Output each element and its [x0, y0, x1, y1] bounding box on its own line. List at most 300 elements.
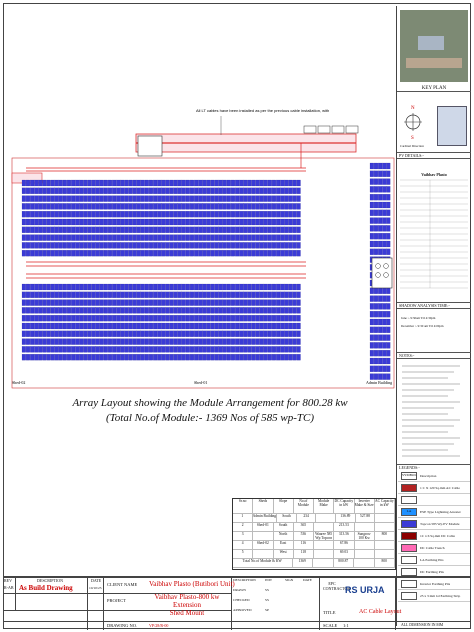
pv-module — [207, 188, 211, 194]
pv-module — [55, 315, 59, 321]
pv-module — [166, 331, 170, 337]
pv-module — [112, 211, 116, 217]
pv-module — [256, 331, 260, 337]
pv-module — [268, 315, 272, 321]
pv-module — [129, 307, 133, 313]
pv-module — [104, 219, 108, 225]
pv-module — [276, 323, 280, 329]
pv-module — [125, 203, 129, 209]
pv-module — [272, 354, 276, 360]
pv-module — [133, 331, 137, 337]
pv-module — [161, 203, 165, 209]
pv-module — [378, 225, 382, 231]
drawing-note: All LT cables have been installed as per the previous cable installation, with — [196, 108, 330, 113]
pv-module — [34, 219, 38, 225]
pv-module — [43, 242, 47, 248]
pv-module — [145, 331, 149, 337]
pv-module — [67, 188, 71, 194]
pv-module — [386, 374, 390, 380]
pv-module — [92, 188, 96, 194]
pv-module — [276, 196, 280, 202]
pv-module — [182, 315, 186, 321]
pv-module — [260, 180, 264, 186]
pv-module — [137, 284, 141, 290]
pv-module — [157, 188, 161, 194]
pv-module — [260, 315, 264, 321]
pv-module — [79, 292, 83, 298]
pv-module — [370, 350, 374, 356]
pv-module — [34, 227, 38, 233]
pv-module — [378, 210, 382, 216]
pv-module — [178, 235, 182, 241]
pv-module — [248, 307, 252, 313]
pv-module — [272, 180, 276, 186]
pv-module — [378, 179, 382, 185]
pv-module — [280, 354, 284, 360]
pv-module — [137, 188, 141, 194]
legend-item — [398, 554, 470, 566]
pv-module — [75, 292, 79, 298]
satellite-map-image — [400, 10, 468, 82]
pv-module — [252, 242, 256, 248]
pv-module — [186, 203, 190, 209]
pv-module — [386, 319, 390, 325]
pv-module — [38, 323, 42, 329]
pv-module — [67, 339, 71, 345]
pv-module — [55, 235, 59, 241]
pv-module — [235, 339, 239, 345]
pv-module — [108, 284, 112, 290]
pv-module — [96, 235, 100, 241]
pv-module — [235, 307, 239, 313]
pv-module — [174, 211, 178, 217]
pv-module — [235, 219, 239, 225]
pv-module — [239, 242, 243, 248]
pv-module — [178, 242, 182, 248]
table-header-cell: AC Capacity in kW — [375, 499, 395, 513]
table-header-cell: DC Capacity in kW — [334, 499, 354, 513]
pv-module — [71, 188, 75, 194]
pv-module — [71, 354, 75, 360]
pv-module — [186, 196, 190, 202]
pv-module — [166, 284, 170, 290]
pv-module — [207, 219, 211, 225]
pv-module — [51, 346, 55, 352]
col-init: INIT — [265, 578, 272, 582]
pv-module — [55, 346, 59, 352]
pv-module — [239, 188, 243, 194]
pv-module — [55, 284, 59, 290]
table-header-cell: Sr.no — [233, 499, 253, 513]
pv-module — [153, 196, 157, 202]
pv-module — [30, 242, 34, 248]
pv-module — [276, 227, 280, 233]
pv-module — [26, 227, 30, 233]
pv-module — [79, 250, 83, 256]
pv-module — [166, 250, 170, 256]
pv-module — [51, 331, 55, 337]
dimensions-note: ALL DIMENSION IN MM — [401, 623, 444, 627]
pv-module — [75, 180, 79, 186]
pv-module — [79, 180, 83, 186]
pv-module — [59, 203, 63, 209]
pv-module — [382, 194, 386, 200]
table-cell: Shed-01 — [253, 523, 273, 531]
pv-module — [207, 284, 211, 290]
pv-module — [190, 250, 194, 256]
pv-module — [382, 210, 386, 216]
pv-module — [153, 188, 157, 194]
pv-module — [55, 242, 59, 248]
pv-module — [125, 331, 129, 337]
pv-module — [207, 227, 211, 233]
pv-module — [198, 315, 202, 321]
pv-module — [170, 323, 174, 329]
pv-module — [141, 346, 145, 352]
pv-module — [47, 331, 51, 337]
pv-module — [378, 350, 382, 356]
pv-module — [141, 203, 145, 209]
pv-module — [112, 307, 116, 313]
pv-module — [141, 180, 145, 186]
pv-module — [141, 219, 145, 225]
pv-module — [276, 346, 280, 352]
pv-module — [284, 196, 288, 202]
pv-module — [272, 211, 276, 217]
pv-module — [243, 315, 247, 321]
pv-module — [161, 354, 165, 360]
table-total-cell: Total No.of Module & KW — [233, 559, 293, 567]
pv-module — [186, 323, 190, 329]
pv-module — [141, 354, 145, 360]
pv-module — [272, 196, 276, 202]
pv-module — [120, 323, 124, 329]
pv-module — [276, 307, 280, 313]
pv-module — [145, 346, 149, 352]
pv-module — [280, 315, 284, 321]
pv-module — [293, 323, 297, 329]
pv-module — [26, 235, 30, 241]
pv-module — [272, 339, 276, 345]
pv-module — [260, 242, 264, 248]
pv-module — [386, 194, 390, 200]
pv-module — [51, 307, 55, 313]
pv-module — [280, 284, 284, 290]
pv-module — [47, 196, 51, 202]
pv-module — [116, 331, 120, 337]
pv-module — [174, 331, 178, 337]
pv-module — [174, 219, 178, 225]
pv-module — [297, 242, 301, 248]
pv-module — [211, 315, 215, 321]
pv-module — [79, 300, 83, 306]
pv-module — [186, 180, 190, 186]
pv-module — [51, 188, 55, 194]
pv-module — [51, 250, 55, 256]
pv-module — [198, 292, 202, 298]
pv-module — [88, 346, 92, 352]
col-description: DESCRIPTION — [233, 578, 256, 582]
pv-module — [223, 300, 227, 306]
pv-module — [84, 346, 88, 352]
pv-module — [71, 323, 75, 329]
pv-module — [248, 300, 252, 306]
pv-module — [104, 307, 108, 313]
pv-module — [215, 284, 219, 290]
pv-module — [125, 300, 129, 306]
pv-module — [198, 227, 202, 233]
pv-module — [47, 242, 51, 248]
pv-module — [38, 250, 42, 256]
pv-module — [141, 227, 145, 233]
pv-module — [170, 180, 174, 186]
pv-module — [96, 307, 100, 313]
pv-module — [75, 211, 79, 217]
pv-module — [22, 203, 26, 209]
pv-module — [252, 284, 256, 290]
pv-module — [84, 227, 88, 233]
pv-module — [43, 346, 47, 352]
pv-module — [248, 346, 252, 352]
pv-module — [96, 315, 100, 321]
pv-module — [272, 315, 276, 321]
pv-module — [382, 171, 386, 177]
pv-module — [22, 196, 26, 202]
pv-module — [129, 196, 133, 202]
pv-module — [133, 211, 137, 217]
pv-module — [112, 284, 116, 290]
pv-module — [79, 188, 83, 194]
pv-module — [239, 315, 243, 321]
pv-module — [370, 179, 374, 185]
pv-module — [243, 250, 247, 256]
pv-module — [194, 331, 198, 337]
pv-module — [194, 284, 198, 290]
pv-module — [112, 203, 116, 209]
pv-module — [252, 323, 256, 329]
pv-module — [153, 203, 157, 209]
pv-module — [88, 250, 92, 256]
pv-module — [198, 180, 202, 186]
pv-module — [104, 284, 108, 290]
pv-module — [202, 180, 206, 186]
module-summary-table — [232, 498, 396, 570]
pv-module — [51, 203, 55, 209]
pv-module — [120, 242, 124, 248]
pv-module — [202, 188, 206, 194]
pv-module — [125, 346, 129, 352]
pv-module — [297, 307, 301, 313]
pv-module — [137, 354, 141, 360]
pv-module — [239, 227, 243, 233]
pv-module — [378, 202, 382, 208]
pv-module — [293, 315, 297, 321]
pv-module — [386, 358, 390, 364]
pv-module — [374, 374, 378, 380]
pv-module — [370, 374, 374, 380]
pv-module — [161, 211, 165, 217]
as-build-label: As Build Drawing — [19, 584, 73, 592]
pv-module — [194, 307, 198, 313]
pv-module — [104, 300, 108, 306]
pv-module — [293, 300, 297, 306]
pv-module — [149, 219, 153, 225]
pv-module — [166, 188, 170, 194]
pv-module — [120, 235, 124, 241]
pv-module — [157, 180, 161, 186]
pv-module — [174, 203, 178, 209]
pv-module — [194, 180, 198, 186]
pv-module — [26, 250, 30, 256]
pv-module — [297, 235, 301, 241]
table-cell — [375, 550, 395, 558]
pv-module — [104, 250, 108, 256]
pv-module — [170, 227, 174, 233]
pv-module — [194, 323, 198, 329]
pv-module — [22, 227, 26, 233]
pv-module — [63, 242, 67, 248]
pv-module — [239, 307, 243, 313]
pv-module — [141, 300, 145, 306]
pv-module — [26, 323, 30, 329]
pv-module — [219, 331, 223, 337]
pv-module — [34, 188, 38, 194]
pv-module — [161, 227, 165, 233]
pv-module — [289, 219, 293, 225]
pv-module — [256, 307, 260, 313]
pv-module — [38, 354, 42, 360]
pv-module — [382, 319, 386, 325]
pv-module — [129, 354, 133, 360]
pv-module — [88, 331, 92, 337]
pv-module — [223, 188, 227, 194]
pv-module — [378, 186, 382, 192]
pv-module — [260, 307, 264, 313]
pv-module — [202, 284, 206, 290]
pv-module — [145, 284, 149, 290]
pv-module — [125, 284, 129, 290]
pv-module — [170, 307, 174, 313]
pv-module — [116, 250, 120, 256]
pv-module — [223, 307, 227, 313]
pv-module — [112, 227, 116, 233]
pv-module — [71, 331, 75, 337]
pv-module — [145, 196, 149, 202]
pv-module — [293, 354, 297, 360]
pv-module — [47, 211, 51, 217]
pv-module — [166, 354, 170, 360]
pv-module — [22, 331, 26, 337]
pv-module — [112, 346, 116, 352]
pv-module — [207, 331, 211, 337]
pv-module — [374, 171, 378, 177]
pv-module — [239, 180, 243, 186]
pv-module — [26, 292, 30, 298]
pv-module — [137, 180, 141, 186]
pv-module — [252, 250, 256, 256]
pv-module — [382, 350, 386, 356]
pv-module — [174, 188, 178, 194]
pv-module — [75, 315, 79, 321]
pv-module — [215, 227, 219, 233]
pv-module — [157, 242, 161, 248]
pv-module — [108, 339, 112, 345]
pv-module — [92, 331, 96, 337]
pv-module — [38, 203, 42, 209]
legend-symbol: LA — [401, 508, 417, 516]
pv-module — [75, 235, 79, 241]
pv-module — [231, 354, 235, 360]
pv-module — [161, 196, 165, 202]
pv-module — [38, 292, 42, 298]
pv-module — [178, 227, 182, 233]
pv-module — [260, 203, 264, 209]
pv-module — [260, 227, 264, 233]
pv-module — [207, 315, 211, 321]
pv-module — [231, 188, 235, 194]
pv-module — [252, 203, 256, 209]
pv-module — [272, 235, 276, 241]
pv-module — [133, 346, 137, 352]
pv-module — [243, 300, 247, 306]
pv-module — [378, 218, 382, 224]
pv-module — [92, 315, 96, 321]
pv-module — [104, 227, 108, 233]
pv-module — [239, 300, 243, 306]
pv-module — [92, 250, 96, 256]
project-name — [143, 593, 231, 617]
pv-module — [120, 203, 124, 209]
pv-module — [141, 292, 145, 298]
pv-module — [79, 196, 83, 202]
table-cell: South — [277, 514, 297, 522]
pv-module — [293, 235, 297, 241]
pv-module — [386, 296, 390, 302]
pv-module — [276, 284, 280, 290]
pv-module — [386, 171, 390, 177]
pv-module — [194, 250, 198, 256]
pv-module — [190, 284, 194, 290]
legend-description: DC Earthing Pits — [420, 569, 444, 574]
pv-module — [157, 196, 161, 202]
pv-module — [108, 307, 112, 313]
pv-module — [186, 339, 190, 345]
pv-module — [382, 186, 386, 192]
pv-module — [235, 211, 239, 217]
pv-module — [166, 307, 170, 313]
pv-module — [161, 284, 165, 290]
pv-module — [264, 180, 268, 186]
pv-module — [293, 219, 297, 225]
title-line-2: (Total No.of Module:- 1369 Nos of 585 wp-TC) — [106, 412, 314, 424]
pv-module — [145, 292, 149, 298]
pv-module — [63, 250, 67, 256]
pv-module — [26, 315, 30, 321]
cardinal-direction-label: Cardinal Direction — [400, 144, 424, 148]
pv-module — [79, 315, 83, 321]
pv-module — [120, 250, 124, 256]
pv-module — [243, 284, 247, 290]
pv-module — [125, 196, 129, 202]
table-cell: Shed-02 — [253, 541, 273, 549]
pv-module — [190, 292, 194, 298]
pv-module — [260, 331, 264, 337]
table-cell: 1 — [233, 514, 253, 522]
pv-module — [186, 354, 190, 360]
scale-label: SCALE — [323, 623, 338, 628]
pv-module — [276, 188, 280, 194]
pv-module — [149, 346, 153, 352]
